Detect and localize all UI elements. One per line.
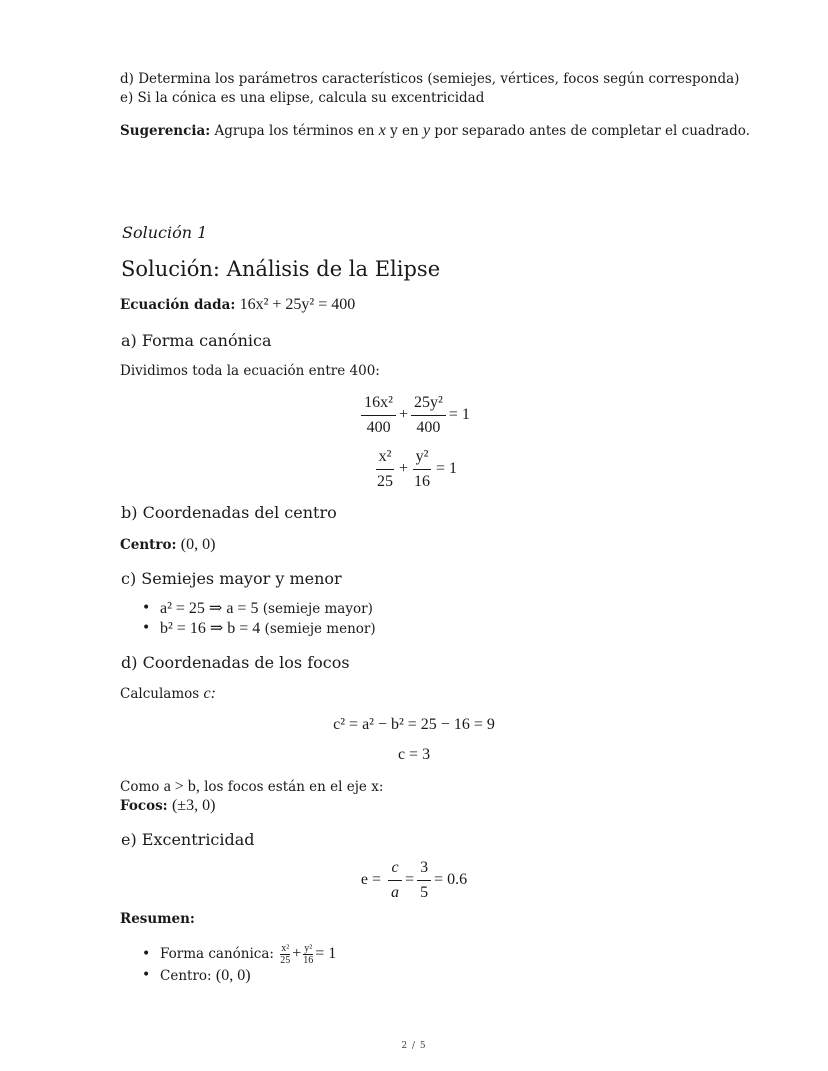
numerator: 16x² <box>361 393 396 416</box>
hint-var-x: x <box>378 122 386 139</box>
hint <box>120 121 750 141</box>
hint-text-mid: y en <box>390 123 419 139</box>
summary-canon-eq: $\frac{\text{x²}}{25}$ + $\frac{\text{y²}}{16}$ = 1 <box>280 943 337 966</box>
semiaxis-math: a² = 25 ⇒ a = 5 <box>160 600 259 617</box>
rhs: = 0.6 <box>434 871 468 889</box>
fraction <box>374 447 396 492</box>
equation-e: e = $\frac{c}{a}$ = $\frac{3}{5}$ = 0.6 <box>360 859 468 901</box>
semiaxis-note: (semieje mayor) <box>262 601 373 617</box>
text-d-label: Calculamos <box>120 686 200 702</box>
problem-item-d: d) Determina los parámetros característicos (semiejes, vértices, focos según corresponda) <box>120 71 740 87</box>
semiaxis-note: (semieje menor) <box>264 621 376 637</box>
summary-list <box>136 943 336 986</box>
heading-c: c) Semiejes mayor y menor <box>121 569 342 588</box>
summary-center-label: Centro: <box>160 968 212 984</box>
hint-text-post: por separado antes de completar el cuadrado. <box>434 123 750 139</box>
foci-line <box>120 796 215 816</box>
solution-title: Solución: Análisis de la Elipse <box>121 257 441 281</box>
foci-value: (±3, 0) <box>171 797 216 814</box>
fraction <box>302 943 314 966</box>
numerator: x² <box>281 943 290 954</box>
equation-d2: c = 3 <box>397 746 431 763</box>
list-item <box>136 619 376 639</box>
text-d <box>120 684 216 704</box>
list-item <box>136 966 336 986</box>
equation-d1: c² = a² − b² = 25 − 16 = 9 <box>333 716 495 733</box>
fraction <box>388 858 402 903</box>
denominator: 25 <box>280 955 291 966</box>
fraction <box>411 447 433 492</box>
since-math: a > b, <box>163 778 200 795</box>
center-label: Centro: <box>120 537 177 553</box>
heading-a: a) Forma canónica <box>121 331 272 350</box>
heading-d: d) Coordenadas de los focos <box>121 653 350 672</box>
rhs: = 1 <box>315 945 337 963</box>
hint-label: Sugerencia: <box>120 123 211 139</box>
lhs: e = <box>360 871 382 889</box>
denominator: 25 <box>376 473 393 490</box>
fraction <box>279 943 291 966</box>
denominator: a <box>391 884 400 901</box>
text-a: Dividimos toda la ecuación entre 400: <box>120 363 380 379</box>
problem-item-e: e) Si la cónica es una elipse, calcula su excentricidad <box>120 90 485 106</box>
rhs: = 1 <box>436 460 458 478</box>
numerator: y² <box>413 447 432 470</box>
summary-canon-label: Forma canónica: <box>160 946 274 963</box>
text-d-var: c: <box>203 685 216 702</box>
denominator: 5 <box>420 884 429 901</box>
list-item <box>136 943 336 966</box>
numerator: 25y² <box>411 393 446 416</box>
given-label: Ecuación dada: <box>120 297 236 313</box>
hint-text-pre: Agrupa los términos en <box>214 123 375 139</box>
solution-label: Solución 1 <box>122 223 208 242</box>
denominator: 16 <box>414 473 430 490</box>
semiaxes-list <box>136 599 376 639</box>
numerator: x² <box>376 447 395 470</box>
numerator: 3 <box>417 858 431 881</box>
center-value: (0, 0) <box>180 536 216 553</box>
denominator: 400 <box>366 419 391 436</box>
summary-label: Resumen: <box>120 911 195 927</box>
equation-a1: $\frac{\text{16x²}}{400}$ + $\frac{\text{25y²}}{400}$ = 1 <box>0 393 828 438</box>
since-post: los focos están en el eje x: <box>204 779 384 795</box>
heading-e: e) Excentricidad <box>121 830 255 849</box>
fraction <box>361 393 396 438</box>
numerator: y² <box>304 943 313 954</box>
equation-a2: $\frac{\text{x²}}{25}$ + $\frac{\text{y²}}{16}$ = 1 <box>0 447 828 492</box>
given-equation <box>120 295 355 315</box>
summary-center-value: (0, 0) <box>215 967 251 984</box>
page-number: 2 / 5 <box>401 1041 427 1051</box>
numerator: c <box>388 858 401 881</box>
foci-label: Focos: <box>120 798 168 814</box>
rhs: = 1 <box>448 406 470 424</box>
heading-b: b) Coordenadas del centro <box>121 503 337 522</box>
given-eq: 16x² + 25y² = 400 <box>239 296 356 313</box>
since-pre: Como <box>120 779 160 795</box>
semiaxis-math: b² = 16 ⇒ b = 4 <box>160 620 261 637</box>
list-item <box>136 599 376 619</box>
denominator: 400 <box>416 419 441 436</box>
fraction <box>411 393 446 438</box>
denominator: 16 <box>303 955 314 966</box>
fraction <box>417 858 431 903</box>
hint-var-y: y <box>423 122 431 139</box>
center-line <box>120 535 215 555</box>
since-line <box>120 777 383 797</box>
